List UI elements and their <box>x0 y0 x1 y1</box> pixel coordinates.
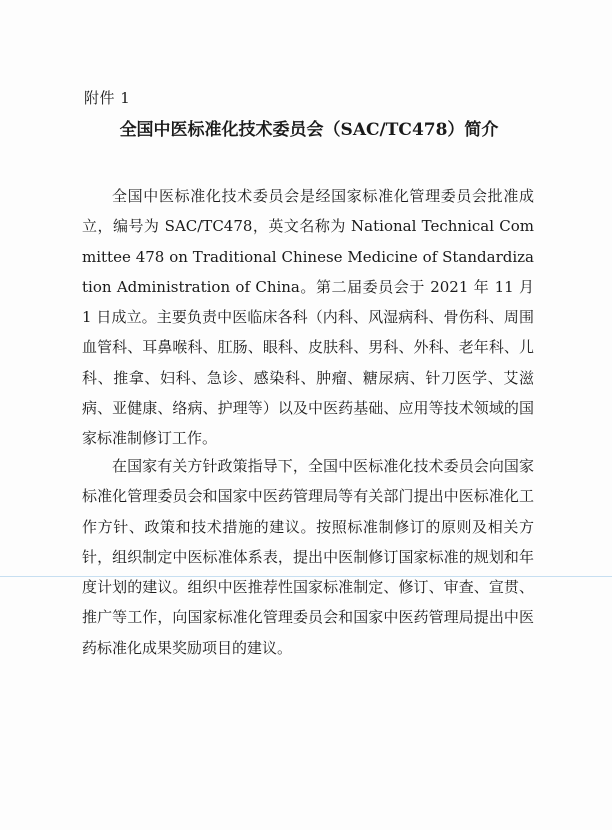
body-paragraph-1: 全国中医标准化技术委员会是经国家标准化管理委员会批准成立，编号为 SAC/TC478，英文名称为 National Technical Committee 478 on Traditional Chinese Medicine of Standardization Administration of China。第二届委员会于 2021 年 11 月 1 日成立。主要负责中医临床各科（内科、风湿病科、骨伤科、周围血管科、耳鼻喉科、肛肠、眼科、皮肤科、男科、外科、老年科、儿科、推拿、妇科、急诊、感染科、肿瘤、糖尿病、针刀医学、艾滋病、亚健康、络病、护理等）以及中医药基础、应用等技术领域的国家标准制修订工作。 <box>82 187 534 448</box>
body-paragraph-2: 在国家有关方针政策指导下，全国中医标准化技术委员会向国家标准化管理委员会和国家中医药管理局等有关部门提出中医标准化工作方针、政策和技术措施的建议。按照标准制修订的原则及相关方针，组织制定中医标准体系表，提出中医制修订国家标准的规划和年度计划的建议。组织中医推荐性国家标准制定、修订、审查、宣贯、推广等工作，向国家标准化管理委员会和国家中医药管理局提出中医药标准化成果奖励项目的建议。 <box>82 457 534 657</box>
attachment-label: 附件 1 <box>84 89 131 107</box>
scan-artifact-line <box>0 576 612 577</box>
document-title: 全国中医标准化技术委员会（SAC/TC478）简介 <box>119 120 499 140</box>
